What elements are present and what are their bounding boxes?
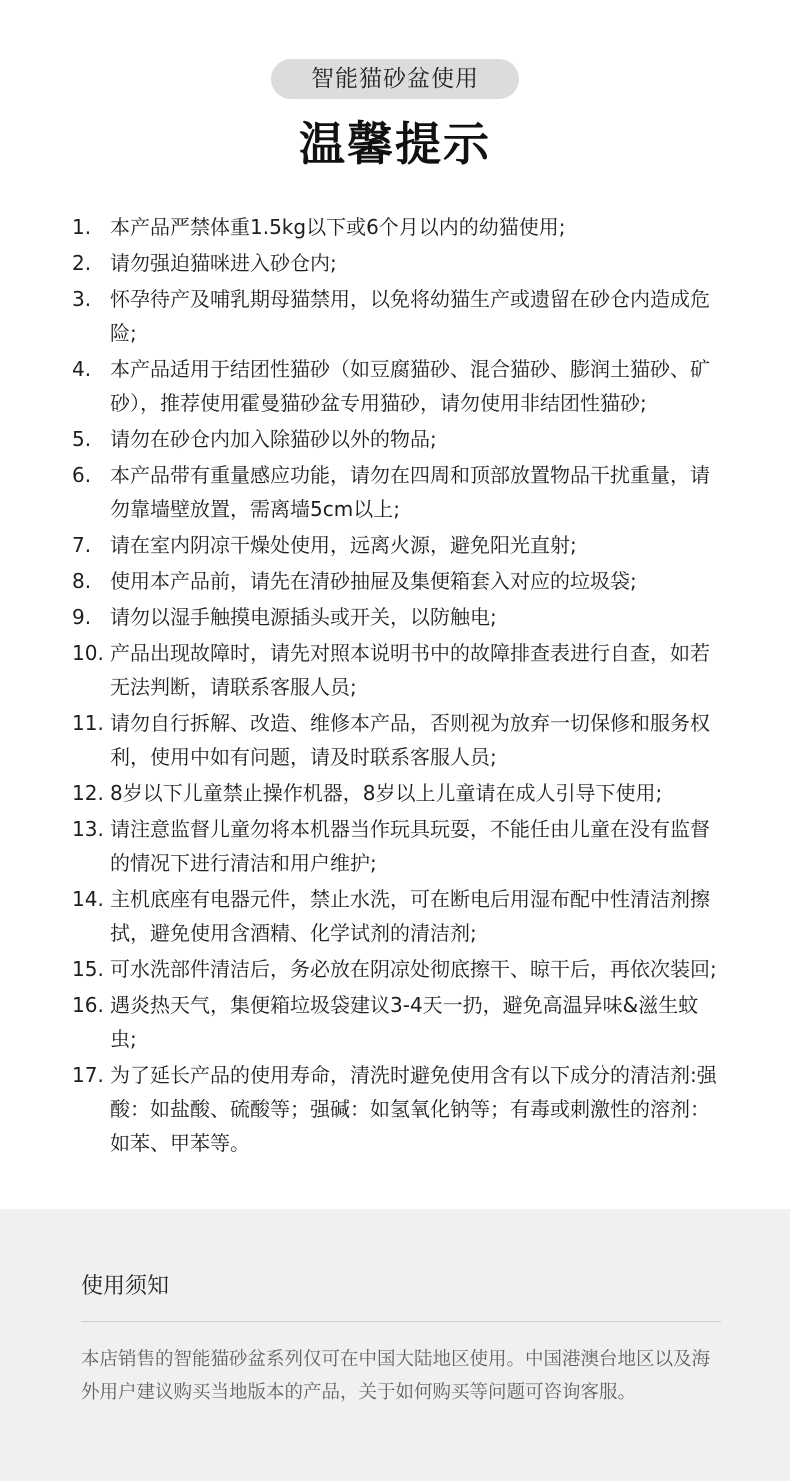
list-item bbox=[0, 636, 790, 704]
item-text: 本产品适用于结团性猫砂（如豆腐猫砂、混合猫砂、膨润土猫砂、矿砂），推荐使用霍曼猫砂盆专用猫砂，请勿使用非结团性猫砂; bbox=[110, 357, 710, 415]
list-item bbox=[0, 282, 790, 350]
list-item bbox=[0, 882, 790, 950]
list-item bbox=[0, 988, 790, 1056]
item-number: 13. bbox=[72, 817, 104, 841]
list-item bbox=[0, 458, 790, 526]
item-number: 9. bbox=[72, 605, 92, 629]
item-text: 产品出现故障时，请先对照本说明书中的故障排查表进行自查，如若无法判断，请联系客服人员; bbox=[110, 641, 710, 699]
list-item bbox=[0, 564, 790, 598]
item-number: 17. bbox=[72, 1063, 104, 1087]
product-usage-pill: 智能猫砂盆使用 bbox=[271, 59, 519, 99]
item-text: 为了延长产品的使用寿命，清洗时避免使用含有以下成分的清洁剂:强酸：如盐酸、硫酸等；强碱：如氢氧化钠等；有毒或刺激性的溶剂：如苯、甲苯等。 bbox=[110, 1063, 717, 1155]
divider bbox=[81, 1321, 721, 1322]
item-text: 本产品严禁体重1.5kg以下或6个月以内的幼猫使用; bbox=[110, 215, 566, 239]
item-number: 1. bbox=[72, 215, 92, 239]
list-item bbox=[0, 952, 790, 986]
item-text: 8岁以下儿童禁止操作机器，8岁以上儿童请在成人引导下使用; bbox=[110, 781, 663, 805]
item-text: 请在室内阴凉干燥处使用，远离火源，避免阳光直射; bbox=[110, 533, 577, 557]
item-text: 遇炎热天气，集便箱垃圾袋建议3-4天一扔，避免高温异味&滋生蚊虫; bbox=[110, 993, 699, 1051]
notice-title: 使用须知 bbox=[81, 1274, 170, 1299]
item-text: 怀孕待产及哺乳期母猫禁用，以免将幼猫生产或遗留在砂仓内造成危险; bbox=[110, 287, 710, 345]
list-item bbox=[0, 706, 790, 774]
item-number: 10. bbox=[72, 641, 104, 665]
item-number: 4. bbox=[72, 357, 92, 381]
item-text: 使用本产品前，请先在清砂抽屉及集便箱套入对应的垃圾袋; bbox=[110, 569, 637, 593]
tips-list bbox=[0, 210, 790, 1162]
list-item bbox=[0, 352, 790, 420]
item-number: 5. bbox=[72, 427, 92, 451]
list-item bbox=[0, 600, 790, 634]
item-text: 本产品带有重量感应功能，请勿在四周和顶部放置物品干扰重量，请勿靠墙壁放置，需离墙5cm以上; bbox=[110, 463, 710, 521]
list-item bbox=[0, 422, 790, 456]
item-number: 12. bbox=[72, 781, 104, 805]
item-text: 可水洗部件清洁后，务必放在阴凉处彻底擦干、晾干后，再依次装回; bbox=[110, 957, 717, 981]
item-text: 请勿自行拆解、改造、维修本产品，否则视为放弃一切保修和服务权利，使用中如有问题，请及时联系客服人员; bbox=[110, 711, 710, 769]
item-text: 主机底座有电器元件，禁止水洗，可在断电后用湿布配中性清洁剂擦拭，避免使用含酒精、化学试剂的清洁剂; bbox=[110, 887, 710, 945]
item-text: 请勿以湿手触摸电源插头或开关，以防触电; bbox=[110, 605, 497, 629]
list-item bbox=[0, 1058, 790, 1160]
item-number: 8. bbox=[72, 569, 92, 593]
item-number: 2. bbox=[72, 251, 92, 275]
list-item bbox=[0, 246, 790, 280]
item-number: 16. bbox=[72, 993, 104, 1017]
item-text: 请注意监督儿童勿将本机器当作玩具玩耍，不能任由儿童在没有监督的情况下进行清洁和用户维护; bbox=[110, 817, 710, 875]
item-number: 15. bbox=[72, 957, 104, 981]
list-item bbox=[0, 528, 790, 562]
notice-body: 本店销售的智能猫砂盆系列仅可在中国大陆地区使用。中国港澳台地区以及海外用户建议购买当地版本的产品，关于如何购买等问题可咨询客服。 bbox=[81, 1349, 711, 1403]
item-text: 请勿强迫猫咪进入砂仓内; bbox=[110, 251, 337, 275]
list-item bbox=[0, 812, 790, 880]
usage-notice-section bbox=[0, 1209, 790, 1481]
item-number: 3. bbox=[72, 287, 92, 311]
item-number: 6. bbox=[72, 463, 92, 487]
page-title: 温馨提示 bbox=[299, 117, 491, 171]
item-number: 7. bbox=[72, 533, 92, 557]
item-number: 14. bbox=[72, 887, 104, 911]
list-item bbox=[0, 210, 790, 244]
item-text: 请勿在砂仓内加入除猫砂以外的物品; bbox=[110, 427, 437, 451]
item-number: 11. bbox=[72, 711, 104, 735]
list-item bbox=[0, 776, 790, 810]
